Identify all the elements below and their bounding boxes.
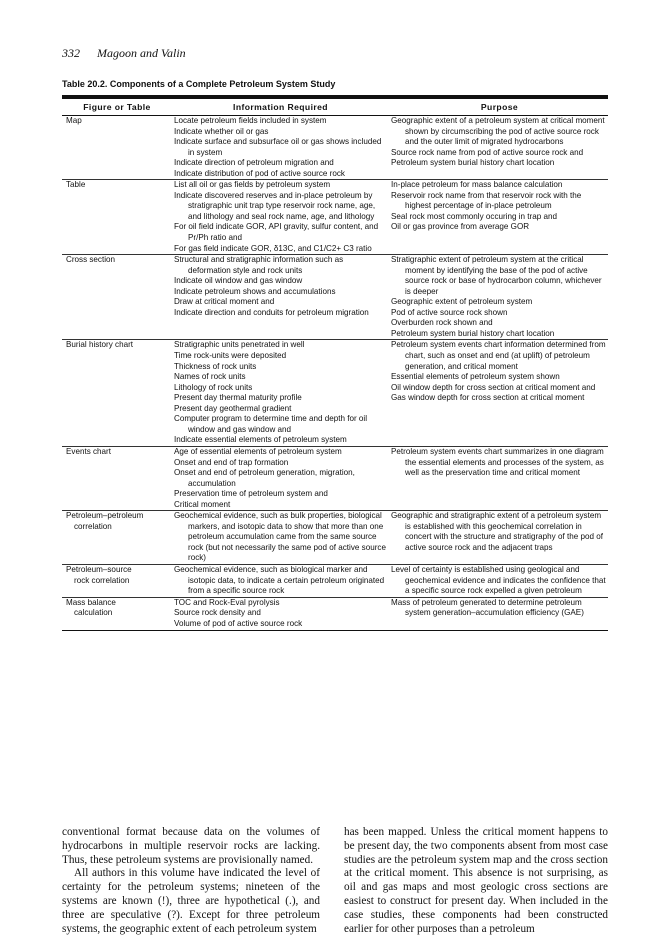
purpose-cell-line: Geographic extent of a petroleum system at critical moment shown by circumscribing the pod of active source rock and the outer limit of migrated hydrocarbons xyxy=(391,116,605,147)
figure-cell-line: correlation xyxy=(74,521,112,531)
figure-cell xyxy=(62,447,172,510)
information-cell-line: Present day thermal maturity profile xyxy=(174,393,302,403)
information-cell-line: Indicate surface and subsurface oil or gas shows included in system xyxy=(174,137,382,157)
purpose-cell xyxy=(387,340,608,445)
purpose-cell xyxy=(387,180,608,254)
information-cell-line: Computer program to determine time and depth for oil window and gas window and xyxy=(174,414,367,434)
purpose-cell-line: Gas window depth for cross section at critical moment xyxy=(391,393,585,403)
information-cell xyxy=(172,511,387,564)
purpose-cell-line: Petroleum system events chart information determined from chart, such as onset and end (at uplift) of petroleum generation, and critical moment xyxy=(391,340,606,371)
purpose-cell-line: Oil window depth for cross section at critical moment and xyxy=(391,382,596,392)
purpose-cell-line: Mass of petroleum generated to determine petroleum system generation–accumulation efficiency (GAE) xyxy=(391,597,584,618)
components-table xyxy=(62,100,608,629)
table-top-rule xyxy=(62,95,608,99)
figure-cell-line: Table xyxy=(66,180,86,190)
information-cell-line: Indicate essential elements of petroleum system xyxy=(174,435,347,445)
table-row xyxy=(62,564,608,597)
figure-cell-line: calculation xyxy=(74,608,113,618)
purpose-cell-line: Reservoir rock name from that reservoir rock with the highest percentage of in-place petroleum xyxy=(391,190,582,211)
information-cell xyxy=(172,116,387,179)
information-cell-line: For oil field indicate GOR, API gravity, sulfur content, and Pr/Ph ratio and xyxy=(174,222,379,243)
information-cell-line: Critical moment xyxy=(174,499,231,509)
figure-cell xyxy=(62,180,172,254)
purpose-cell xyxy=(387,511,608,564)
purpose-cell-line: Overburden rock shown and xyxy=(391,318,493,328)
purpose-cell-line: Stratigraphic extent of petroleum system at the critical moment by identifying the base of the pod of active source rock or base of hydrocarbon column, whichever is deeper xyxy=(391,255,602,296)
figure-cell-line: Events chart xyxy=(66,446,111,456)
table-row xyxy=(62,510,608,564)
information-cell-line: Preservation time of petroleum system and xyxy=(174,489,328,499)
information-cell-line: For gas field indicate GOR, δ13C, and C1/C2+ C3 ratio xyxy=(174,243,372,253)
figure-cell xyxy=(62,255,172,339)
information-cell-line: Time rock-units were deposited xyxy=(174,351,287,361)
table-row xyxy=(62,116,608,179)
purpose-cell-line: Geographic extent of petroleum system xyxy=(391,297,533,307)
running-title: Magoon and Valin xyxy=(97,46,186,60)
information-cell xyxy=(172,255,387,339)
table-body xyxy=(62,115,608,629)
table-caption: Table 20.2. Components of a Complete Petroleum System Study xyxy=(62,79,336,89)
table-row xyxy=(62,179,608,254)
purpose-cell-line: Geographic and stratigraphic extent of a petroleum system is established with this geochemical correlation in concert with the structure and stratigraphy of the pod of active source rock and the adjacent traps xyxy=(391,511,603,552)
information-cell-line: Lithology of rock units xyxy=(174,382,253,392)
purpose-cell-line: Petroleum system events chart summarizes in one diagram the essential elements and processes of the system, as well as the preservation time and critical moment xyxy=(391,446,604,478)
purpose-cell-line: Essential elements of petroleum system shown xyxy=(391,372,560,382)
purpose-cell-line: Pod of active source rock shown xyxy=(391,307,508,317)
body-column-left xyxy=(62,826,320,936)
information-cell-line: Onset and end of petroleum generation, migration, accumulation xyxy=(174,468,355,488)
information-cell-line: Indicate petroleum shows and accumulations xyxy=(174,286,336,296)
figure-cell xyxy=(62,511,172,564)
purpose-cell xyxy=(387,565,608,597)
information-cell-line: Source rock density and xyxy=(174,608,261,618)
purpose-cell-line: In-place petroleum for mass balance calculation xyxy=(391,180,563,190)
table-row xyxy=(62,339,608,445)
information-cell xyxy=(172,598,387,630)
purpose-cell xyxy=(387,447,608,510)
table-header-row xyxy=(62,100,608,115)
purpose-cell xyxy=(387,255,608,339)
table-row xyxy=(62,446,608,510)
information-cell-line: Thickness of rock units xyxy=(174,361,257,371)
information-cell-line: Indicate oil window and gas window xyxy=(174,276,303,286)
information-cell-line: Structural and stratigraphic information such as deformation style and rock units xyxy=(174,255,344,275)
column-header-information: Information Required xyxy=(233,102,328,113)
information-cell xyxy=(172,447,387,510)
figure-cell xyxy=(62,598,172,630)
information-cell xyxy=(172,565,387,597)
page-number: 332 xyxy=(62,46,80,60)
information-cell xyxy=(172,340,387,445)
information-cell-line: Volume of pod of active source rock xyxy=(174,618,303,628)
column-header-purpose: Purpose xyxy=(480,102,519,113)
information-cell-line: Draw at critical moment and xyxy=(174,297,275,307)
purpose-cell-line: Seal rock most commonly occuring in trap and xyxy=(391,211,557,221)
information-cell-line: TOC and Rock-Eval pyrolysis xyxy=(174,597,280,607)
table-row xyxy=(62,254,608,339)
body-paragraph: conventional format because data on the volumes of hydrocarbons in multiple reservoir rocks are lacking. Thus, these petroleum systems are provisionally named. xyxy=(62,826,320,866)
information-cell-line: Geochemical evidence, such as biological marker and isotopic data, to indicate a certain petroleum originated from a specific source rock xyxy=(174,564,385,596)
information-cell-line: Locate petroleum fields included in system xyxy=(174,116,327,125)
figure-cell-line: rock correlation xyxy=(74,575,130,585)
information-cell-line: Age of essential elements of petroleum system xyxy=(174,446,342,456)
information-cell-line: List all oil or gas fields by petroleum system xyxy=(174,180,331,190)
figure-cell-line: Petroleum–petroleum xyxy=(66,511,144,521)
purpose-cell-line: Level of certainty is established using geological and geochemical evidence and indicates the confidence that a specific source rock expelled a given petroleum xyxy=(391,564,606,596)
information-cell-line: Indicate whether oil or gas xyxy=(174,126,269,136)
information-cell-line: Onset and end of trap formation xyxy=(174,457,289,467)
figure-cell xyxy=(62,340,172,445)
figure-cell-line: Mass balance xyxy=(66,597,116,607)
column-header-figure: Figure or Table xyxy=(83,102,151,113)
figure-cell-line: Petroleum–source xyxy=(66,564,132,574)
figure-cell-line: Burial history chart xyxy=(66,340,134,350)
information-cell-line: Present day geothermal gradient xyxy=(174,403,292,413)
figure-cell xyxy=(62,565,172,597)
figure-cell xyxy=(62,116,172,179)
figure-cell-line: Map xyxy=(66,116,82,125)
figure-cell-line: Cross section xyxy=(66,255,116,265)
purpose-cell-line: Petroleum system burial history chart location xyxy=(391,158,555,168)
purpose-cell xyxy=(387,598,608,630)
information-cell xyxy=(172,180,387,254)
body-column-right xyxy=(344,826,608,936)
information-cell-line: Geochemical evidence, such as bulk properties, biological markers, and isotopic data to show that more than one petroleum accumulation came from the same source rock (but not necessarily the same pod of active source rock) xyxy=(174,511,386,563)
information-cell-line: Names of rock units xyxy=(174,372,246,382)
information-cell-line: Indicate direction and conduits for petroleum migration xyxy=(174,307,369,317)
body-paragraph: All authors in this volume have indicated the level of certainty for the petroleum systems; nineteen of the systems are known (!), three are hypothetical (.), and three are speculative (?). Except for three petroleum systems, the geographic extent of each petroleum system xyxy=(62,867,320,935)
information-cell-line: Stratigraphic units penetrated in well xyxy=(174,340,305,350)
table-row xyxy=(62,597,608,630)
body-paragraph: has been mapped. Unless the critical moment happens to be present day, the two components absent from most case studies are the petroleum system map and the cross section at the critical moment. This absence is not surprising, as oil and gas maps and most geologic cross sections are easiest to construct for present day. When included in the case studies, these components had been constructed earlier for other purposes than a petroleum xyxy=(344,826,608,935)
purpose-cell xyxy=(387,116,608,179)
purpose-cell-line: Oil or gas province from average GOR xyxy=(391,222,530,232)
purpose-cell-line: Source rock name from pod of active source rock and xyxy=(391,147,584,157)
information-cell-line: Indicate discovered reserves and in-place petroleum by stratigraphic unit trap type reservoir rock name, age, and lithology and seal rock name, age, and lithology xyxy=(174,190,376,221)
information-cell-line: Indicate distribution of pod of active source rock xyxy=(174,168,345,178)
running-header xyxy=(62,46,186,61)
information-cell-line: Indicate direction of petroleum migration and xyxy=(174,158,334,168)
purpose-cell-line: Petroleum system burial history chart location xyxy=(391,328,555,338)
table-bottom-rule xyxy=(62,630,608,631)
